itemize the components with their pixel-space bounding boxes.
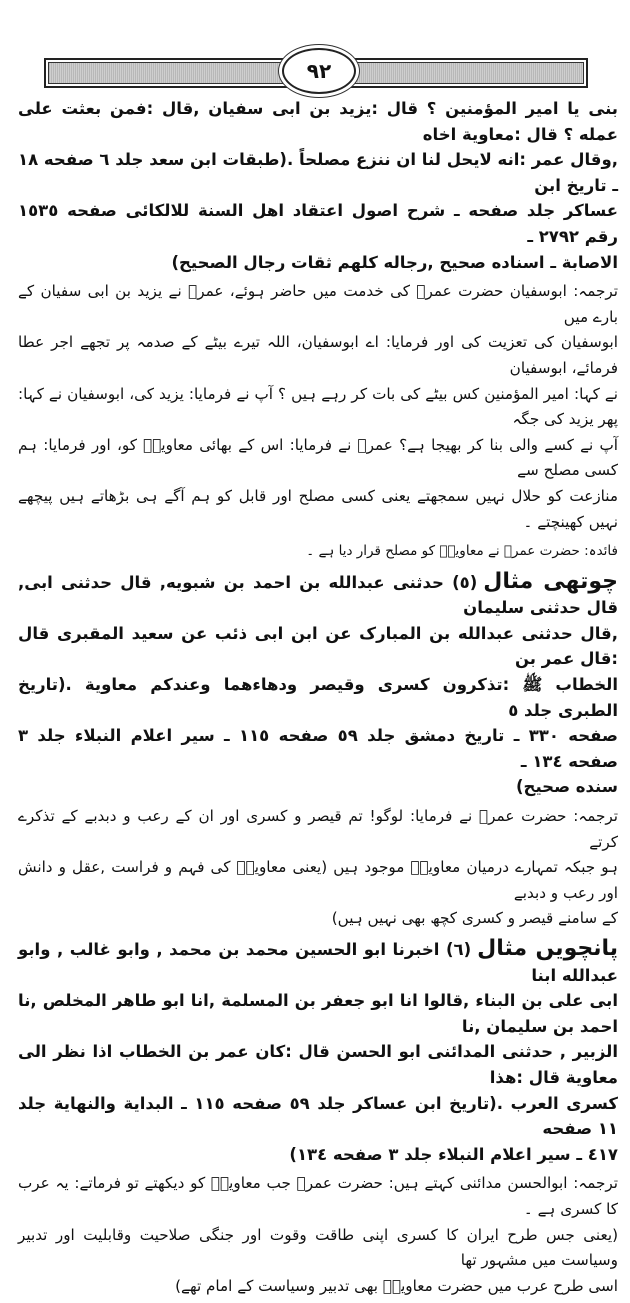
text-line: ترجمہ: ابوسفیان حضرت عمرؓ کی خدمت میں حاضر ہوئے، عمرؓ نے یزید بن ابی سفیان کے بارے میں: [18, 282, 618, 326]
text-block: [18, 569, 618, 800]
text-line: بنی یا امیر المؤمنین ؟ قال :یزید بن ابی سفیان ,قال :فمن بعثت علی عمله ؟ قال :معاویة اخاه: [18, 99, 618, 144]
text-line: (یعنی جس طرح ایران کا کسری اپنی طاقت وقوت اور جنگی صلاحیت وقابلیت اور تدبیر وسیاست میں مشہور تھا: [18, 1225, 618, 1270]
section-heading: پانچویں مثال: [477, 936, 618, 961]
text-line: صفحه ٣٣٠ ـ تاریخ دمشق جلد ٥٩ صفحه ١١٥ ـ سیر اعلام النبلاء جلد ٣ صفحه ١٣٤ ـ: [18, 726, 618, 771]
text-line: ٤١٧ ـ سیر اعلام النبلاء جلد ٣ صفحه ١٣٤): [289, 1144, 618, 1164]
text-line: سنده صحیح): [516, 777, 618, 797]
page-body: [18, 96, 618, 1303]
page-number: ۹۲: [282, 48, 356, 94]
text-line: پانچویں مثال(٦) اخبرنا ابو الحسین محمد بن محمد , وابو غالب , وابو عبدالله ابنا: [18, 936, 618, 985]
text-block: [18, 1171, 618, 1299]
text-line: کے سامنے قیصر و کسری کچھ بھی نہیں ہیں): [331, 909, 618, 928]
text-block: [18, 936, 618, 1167]
text-line: ,وقال عمر :انه لایحل لنا ان ننزع مصلحاً .(طبقات ابن سعد جلد ٦ صفحه ١٨ ـ تاریخ ابن: [18, 150, 618, 195]
text-line: ترجمہ: حضرت عمرؓ نے فرمایا: لوگو! تم قیصر و کسری اور ان کے رعب و دبدبے کے تذکرے کرتے: [18, 807, 618, 851]
text-line: آپ نے کسے والی بنا کر بھیجا ہے؟ عمرؓ نے فرمایا: اس کے بھائی معاویہؓ کو، اور فرمایا: ہم کسی مصلح سے: [18, 435, 618, 480]
text-block: [18, 804, 618, 932]
text-line: ابی علی بن البناء ,قالوا انا ابو جعفر بن المسلمة ,انا ابو طاهر المخلص ,نا احمد بن سلیمان ,نا: [18, 991, 618, 1036]
text-line: فائدہ: حضرت عمرؓ نے معاویہؓ کو مصلح قرار دیا ہے ۔: [306, 543, 618, 560]
text-line: الاصابة ـ اسناده صحیح ,رجاله کلهم ثقات رجال الصحیح): [171, 252, 618, 272]
text-line: الزبیر , حدثنی المدائنی ابو الحسن قال :کان عمر بن الخطاب اذا نظر الی معاویة قال :هذا: [18, 1042, 618, 1087]
text-line: کسری العرب .(تاریخ ابن عساکر جلد ٥٩ صفحه ١١٥ ـ البدایة والنهایة جلد ١١ صفحه: [18, 1093, 618, 1139]
text-line: ہو جبکہ تمہارے درمیان معاویہؓ موجود ہیں (یعنی معاویہؓ کی فہم و فراست ,عقل و دانش اور رعب و دبدبے: [18, 858, 618, 902]
text-block: [18, 279, 618, 535]
text-line: منازعت کو حلال نہیں سمجھتے یعنی کسی مصلح اور قابل کو ہم آگے ہی بڑھاتے ہیں پیچھے نہیں کھینچتے ۔: [18, 486, 618, 531]
text-line: نے کہا: امیر المؤمنین کس بیٹے کی بات کر رہے ہیں ؟ آپ نے فرمایا: یزید کی، ابوسفیان نے کہا: پھر یزید کی جگہ: [18, 384, 618, 429]
section-heading: چوتھی مثال: [483, 568, 618, 594]
text-line: الخطاب ﷺ :تذکرون کسری وقیصر ودهاءهما وعندکم معاویة .(تاریخ الطبری جلد ٥: [18, 675, 618, 720]
text-block: [18, 539, 618, 565]
text-line: ,قال حدثنی عبدالله بن المبارک عن ابن ابی ذئب عن سعید المقبری قال :قال عمر بن: [18, 623, 618, 669]
text-line: اسی طرح عرب میں حضرت معاویہؓ بھی تدبیر وسیاست کے امام تھے): [175, 1276, 618, 1295]
text-line: عساکر جلد صفحه ـ شرح اصول اعتقاد اهل السنة للالکائی صفحه ١٥٣٥ رقم ٢٧٩٢ ـ: [18, 201, 618, 246]
text-line: چوتھی مثال(٥) حدثنی عبدالله بن احمد بن شبویه, قال حدثنی ابی, قال حدثنی سلیمان: [18, 568, 618, 618]
text-line: ترجمہ: ابوالحسن مدائنی کہتے ہیں: حضرت عمرؓ جب معاویہؓ کو دیکھتے تو فرماتے: یہ عرب کا کسری ہے ۔: [18, 1174, 618, 1218]
text-block: [18, 96, 618, 275]
text-line: ابوسفیان کی تعزیت کی اور فرمایا: اے ابوسفیان، اللہ تیرے بیٹے کے صدمہ پر تجھے اجر عطا فرمائے، ابوسفیان: [18, 333, 618, 377]
